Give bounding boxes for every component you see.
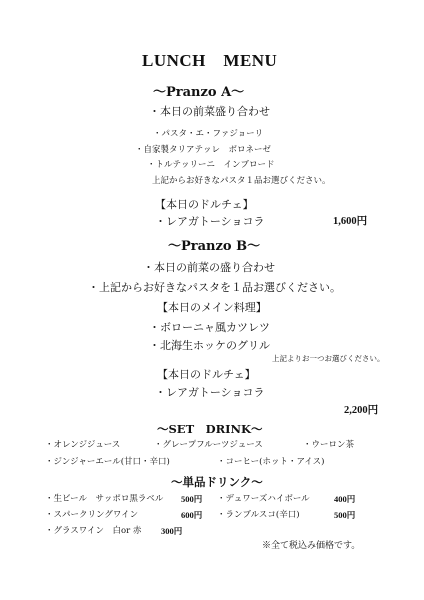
drink-sparkling-name: ・スパークリングワイン: [45, 510, 139, 520]
drink-lambrusco-price: 500円: [334, 510, 356, 520]
set-drink-grapefruit: ・グレープフルーツジュース: [154, 440, 263, 450]
pranzo-b-dolce-heading: 【本日のドルチェ】: [157, 368, 256, 381]
tax-note: ※全て税込み価格です。: [262, 541, 361, 551]
drink-lambrusco-name: ・ランブルスコ(辛口): [217, 510, 300, 520]
pranzo-b-main-heading: 【本日のメイン料理】: [157, 301, 267, 314]
drink-highball-price: 400円: [334, 494, 356, 504]
pranzo-b-pasta: ・上記からお好きなパスタを１品お選びください。: [88, 281, 341, 294]
drink-glass-wine-name: ・グラスワイン 白or 赤: [45, 526, 142, 536]
menu-title: LUNCH MENU: [142, 51, 278, 70]
drink-glass-wine-price: 300円: [161, 526, 183, 536]
single-drink-heading: ～単品ドリンク～: [171, 475, 263, 489]
set-drink-coffee: ・コーヒー(ホット・アイス): [217, 457, 325, 467]
pranzo-a-price: 1,600円: [333, 216, 368, 227]
pranzo-a-dolce-heading: 【本日のドルチェ】: [155, 198, 254, 211]
drink-sparkling-price: 600円: [181, 510, 203, 520]
pranzo-a-antipasto: ・本日の前菜盛り合わせ: [149, 105, 270, 118]
pranzo-a-pasta-2: ・自家製タリアテッレ ボロネーゼ: [135, 145, 271, 155]
pranzo-b-main-note: 上記よりお一つお選びください。: [272, 354, 385, 363]
pranzo-a-pasta-1: ・パスタ・エ・ファジョーリ: [153, 129, 264, 139]
set-drink-ginger-ale: ・ジンジャーエール(甘口・辛口): [45, 457, 170, 467]
set-drink-heading: ～SET DRINK～: [157, 422, 263, 436]
pranzo-b-dolce: ・レアガトーショコラ: [155, 386, 265, 399]
set-drink-oolong: ・ウーロン茶: [303, 440, 355, 450]
pranzo-a-pasta-note: 上記からお好きなパスタ１品お選びください。: [152, 176, 331, 186]
pranzo-b-price: 2,200円: [344, 405, 379, 416]
pranzo-b-main-2: ・北海生ホッケのグリル: [149, 339, 270, 352]
pranzo-b-main-1: ・ボローニャ風カツレツ: [149, 321, 270, 334]
pranzo-b-heading: ～Pranzo B～: [168, 239, 261, 254]
pranzo-a-dolce: ・レアガトーショコラ: [155, 215, 265, 228]
drink-beer-price: 500円: [181, 494, 203, 504]
pranzo-a-heading: ～Pranzo A～: [153, 85, 245, 100]
drink-highball-name: ・デュワーズハイボール: [217, 494, 310, 504]
set-drink-orange: ・オレンジジュース: [45, 440, 121, 450]
drink-beer-name: ・生ビール サッポロ黒ラベル: [45, 494, 164, 504]
pranzo-b-antipasto: ・本日の前菜の盛り合わせ: [143, 261, 275, 274]
pranzo-a-pasta-3: ・トルテッリーニ インブロード: [147, 160, 275, 170]
